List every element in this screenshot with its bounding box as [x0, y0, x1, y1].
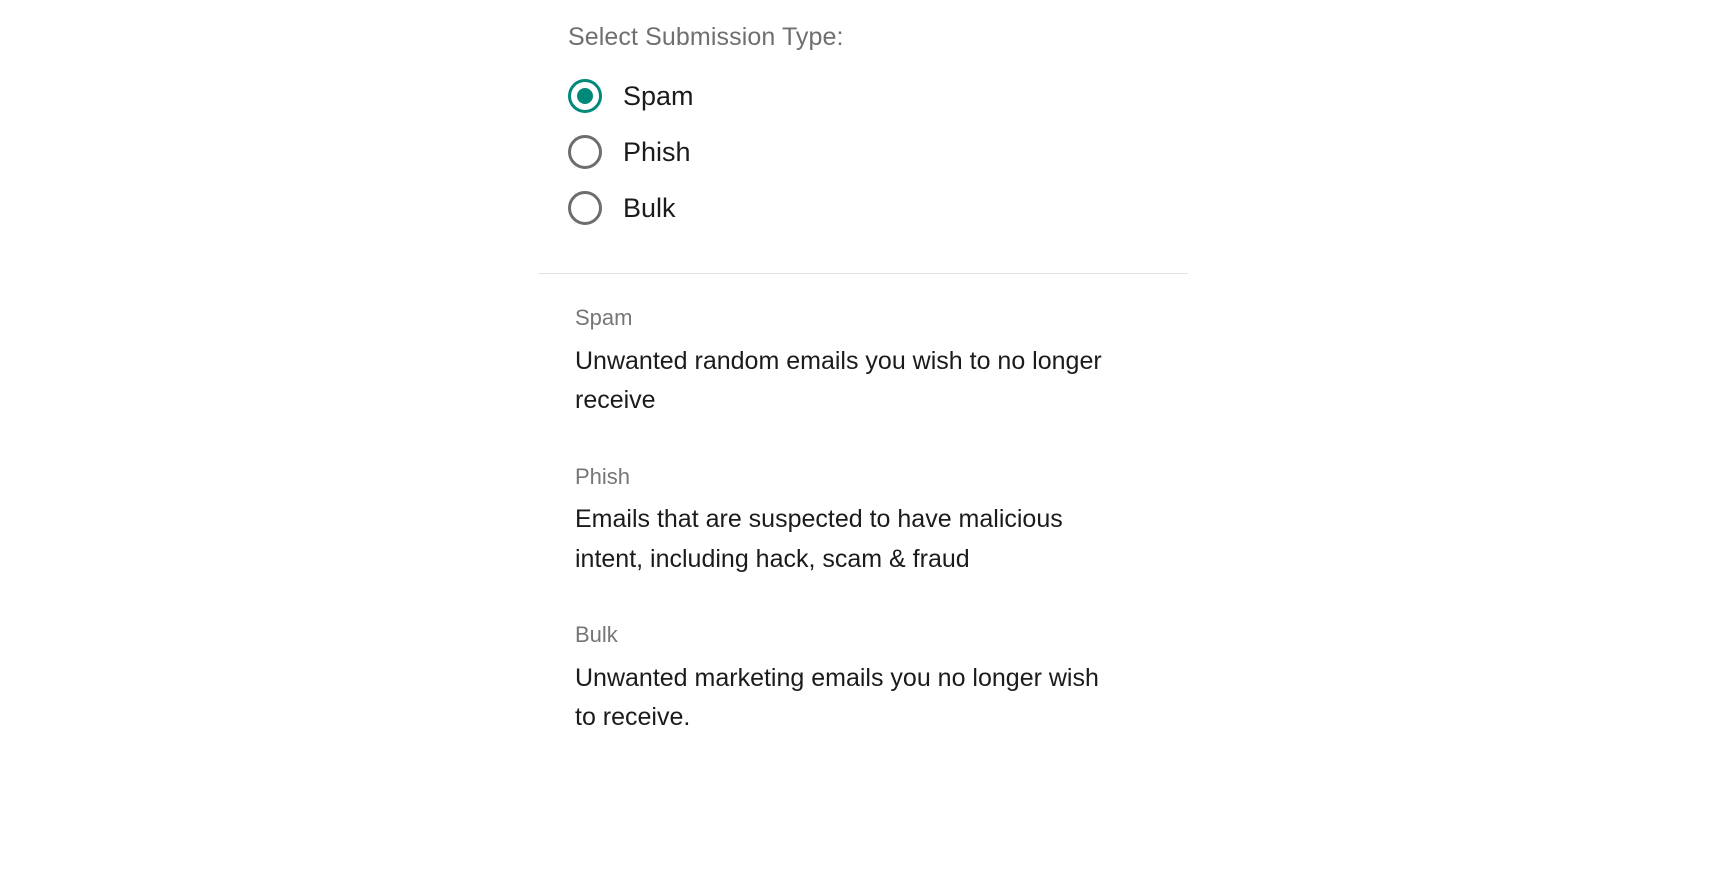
definition-item-phish	[575, 463, 1198, 580]
definition-item-spam	[575, 304, 1198, 421]
definition-item-bulk	[575, 621, 1198, 738]
radio-button-icon[interactable]	[568, 135, 602, 169]
radio-option-label: Phish	[623, 136, 691, 167]
section-label: Select Submission Type:	[568, 23, 844, 51]
definition-term: Bulk	[575, 622, 618, 648]
radio-option-label: Spam	[623, 80, 694, 111]
radio-option-label: Bulk	[623, 192, 676, 223]
radio-selected-dot-icon	[577, 88, 593, 104]
radio-selected-dot-icon	[577, 144, 593, 160]
definition-description: Emails that are suspected to have malicious intent, including hack, scam & fraud	[575, 505, 1063, 573]
radio-option-bulk[interactable]	[538, 180, 1198, 236]
submission-type-form	[538, 0, 1198, 738]
definition-description: Unwanted random emails you wish to no longer receive	[575, 346, 1102, 415]
radio-selected-dot-icon	[577, 200, 593, 216]
definition-term: Spam	[575, 305, 633, 330]
definition-term: Phish	[575, 463, 631, 489]
definition-description: Unwanted marketing emails you no longer wish to receive.	[575, 663, 1099, 732]
radio-option-spam[interactable]	[538, 68, 1198, 124]
radio-button-icon[interactable]	[568, 79, 602, 113]
definitions-list	[538, 274, 1198, 738]
radio-option-phish[interactable]	[538, 124, 1198, 180]
submission-type-radio-group	[538, 68, 1198, 236]
radio-button-icon[interactable]	[568, 191, 602, 225]
